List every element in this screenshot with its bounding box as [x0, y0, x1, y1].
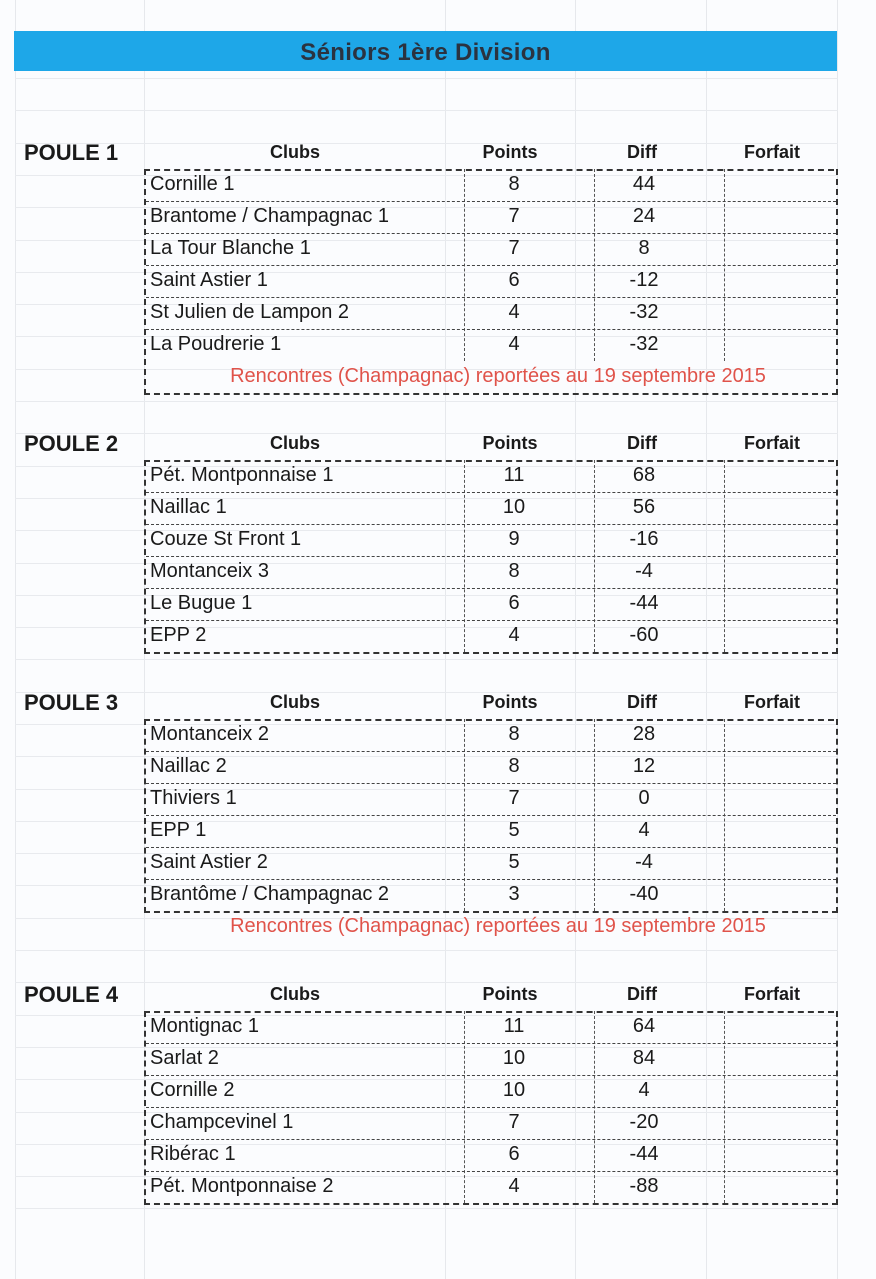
club-name: EPP 2	[150, 624, 207, 646]
table-row	[146, 169, 836, 201]
header-forfait: Forfait	[744, 692, 800, 712]
row-divider	[146, 201, 836, 202]
poule-label: POULE 2	[24, 431, 119, 456]
header-points: Points	[482, 692, 538, 712]
table-row	[146, 233, 836, 265]
diff-cell: 8	[638, 237, 650, 259]
title-bar	[14, 31, 837, 71]
row-divider	[146, 1107, 836, 1108]
table-row	[146, 1011, 836, 1043]
row-divider	[146, 492, 836, 493]
row-divider	[146, 815, 836, 816]
table-row	[146, 1107, 836, 1139]
header-diff: Diff	[627, 142, 657, 162]
points-cell: 5	[508, 819, 520, 841]
diff-cell: -12	[629, 269, 659, 291]
club-name: Saint Astier 2	[150, 851, 268, 873]
club-name: Montanceix 3	[150, 560, 269, 582]
points-cell: 4	[508, 301, 520, 323]
header-diff: Diff	[627, 433, 657, 453]
header-diff: Diff	[627, 692, 657, 712]
poule-label: POULE 1	[24, 140, 119, 165]
row-divider	[146, 751, 836, 752]
header-forfait: Forfait	[744, 142, 800, 162]
diff-cell: 68	[632, 464, 656, 486]
club-name: Brantôme / Champagnac 2	[150, 883, 390, 905]
points-cell: 10	[502, 1047, 526, 1069]
table-row	[146, 556, 836, 588]
row-divider	[146, 588, 836, 589]
points-cell: 9	[508, 528, 520, 550]
header-points: Points	[482, 142, 538, 162]
standings-table	[144, 719, 838, 913]
diff-cell: -88	[629, 1175, 659, 1197]
club-name: Couze St Front 1	[150, 528, 302, 550]
club-name: Thiviers 1	[150, 787, 237, 809]
diff-cell: 12	[632, 755, 656, 777]
points-cell: 4	[508, 333, 520, 355]
diff-cell: 64	[632, 1015, 656, 1037]
table-row	[146, 719, 836, 751]
header-diff: Diff	[627, 984, 657, 1004]
points-cell: 11	[503, 464, 525, 486]
diff-cell: 4	[638, 819, 650, 841]
header-clubs: Clubs	[269, 433, 320, 453]
poule-label: POULE 3	[24, 690, 119, 715]
header-clubs: Clubs	[269, 984, 320, 1004]
club-name: La Tour Blanche 1	[150, 237, 311, 259]
diff-cell: 56	[632, 496, 656, 518]
points-cell: 7	[508, 787, 520, 809]
header-forfait: Forfait	[744, 433, 800, 453]
points-cell: 8	[508, 560, 520, 582]
table-row	[146, 1043, 836, 1075]
points-cell: 3	[508, 883, 520, 905]
table-row	[146, 588, 836, 620]
club-name: Champcevinel 1	[150, 1111, 294, 1133]
table-row	[146, 751, 836, 783]
standings-table	[144, 460, 838, 654]
diff-cell: 24	[632, 205, 656, 227]
diff-cell: 44	[632, 173, 656, 195]
points-cell: 11	[503, 1015, 525, 1037]
diff-cell: 4	[638, 1079, 650, 1101]
table-row	[146, 1171, 836, 1203]
standings-table	[144, 1011, 838, 1205]
club-name: La Poudrerie 1	[150, 333, 282, 355]
club-name: Le Bugue 1	[150, 592, 253, 614]
table-row	[146, 620, 836, 652]
club-name: Naillac 1	[150, 496, 227, 518]
points-cell: 10	[502, 496, 526, 518]
table-row	[146, 524, 836, 556]
row-divider	[146, 879, 836, 880]
points-cell: 10	[502, 1079, 526, 1101]
points-cell: 7	[508, 1111, 520, 1133]
diff-cell: -4	[635, 851, 653, 873]
club-name: Pét. Montponnaise 2	[150, 1175, 334, 1197]
row-divider	[146, 1075, 836, 1076]
poule-label: POULE 4	[24, 982, 119, 1007]
club-name: Naillac 2	[150, 755, 227, 777]
points-cell: 7	[508, 237, 520, 259]
diff-cell: -4	[635, 560, 653, 582]
table-row	[146, 815, 836, 847]
row-divider	[146, 1043, 836, 1044]
table-row	[146, 297, 836, 329]
header-clubs: Clubs	[269, 142, 320, 162]
club-name: Sarlat 2	[150, 1047, 219, 1069]
points-cell: 8	[508, 173, 520, 195]
table-row	[146, 492, 836, 524]
club-name: Pét. Montponnaise 1	[150, 464, 334, 486]
points-cell: 8	[508, 723, 520, 745]
row-divider	[146, 329, 836, 330]
diff-cell: 0	[638, 787, 650, 809]
diff-cell: -44	[629, 592, 659, 614]
points-cell: 4	[508, 1175, 520, 1197]
diff-cell: -60	[629, 624, 659, 646]
club-name: Cornille 2	[150, 1079, 235, 1101]
diff-cell: -32	[629, 301, 659, 323]
table-row	[146, 265, 836, 297]
standings-table	[144, 169, 838, 395]
club-name: Montanceix 2	[150, 723, 269, 745]
header-points: Points	[482, 984, 538, 1004]
points-cell: 8	[508, 755, 520, 777]
diff-cell: 28	[632, 723, 656, 745]
header-forfait: Forfait	[744, 984, 800, 1004]
table-row	[146, 847, 836, 879]
diff-cell: -16	[629, 528, 659, 550]
diff-cell: -20	[629, 1111, 659, 1133]
row-divider	[146, 233, 836, 234]
row-divider	[146, 1139, 836, 1140]
club-name: EPP 1	[150, 819, 207, 841]
row-divider	[146, 1171, 836, 1172]
diff-cell: -44	[629, 1143, 659, 1165]
club-name: Brantome / Champagnac 1	[150, 205, 390, 227]
postponement-note: Rencontres (Champagnac) reportées au 19 septembre 2015	[230, 915, 766, 937]
table-row	[146, 879, 836, 911]
postponement-note: Rencontres (Champagnac) reportées au 19 septembre 2015	[230, 365, 766, 387]
row-divider	[146, 783, 836, 784]
row-divider	[146, 847, 836, 848]
club-name: Cornille 1	[150, 173, 235, 195]
table-row	[146, 1139, 836, 1171]
diff-cell: -40	[629, 883, 659, 905]
page-title: Séniors 1ère Division	[300, 39, 551, 66]
points-cell: 4	[508, 624, 520, 646]
row-divider	[146, 524, 836, 525]
header-clubs: Clubs	[269, 692, 320, 712]
table-row	[146, 329, 836, 361]
diff-cell: -32	[629, 333, 659, 355]
club-name: Saint Astier 1	[150, 269, 268, 291]
table-row	[146, 1075, 836, 1107]
table-row	[146, 783, 836, 815]
header-points: Points	[482, 433, 538, 453]
points-cell: 5	[508, 851, 520, 873]
points-cell: 6	[508, 269, 520, 291]
club-name: Ribérac 1	[150, 1143, 236, 1165]
club-name: St Julien de Lampon 2	[150, 301, 350, 323]
points-cell: 6	[508, 1143, 520, 1165]
points-cell: 6	[508, 592, 520, 614]
row-divider	[146, 556, 836, 557]
table-row	[146, 201, 836, 233]
row-divider	[146, 620, 836, 621]
club-name: Montignac 1	[150, 1015, 259, 1037]
row-divider	[146, 297, 836, 298]
points-cell: 7	[508, 205, 520, 227]
table-row	[146, 460, 836, 492]
row-divider	[146, 265, 836, 266]
diff-cell: 84	[632, 1047, 656, 1069]
